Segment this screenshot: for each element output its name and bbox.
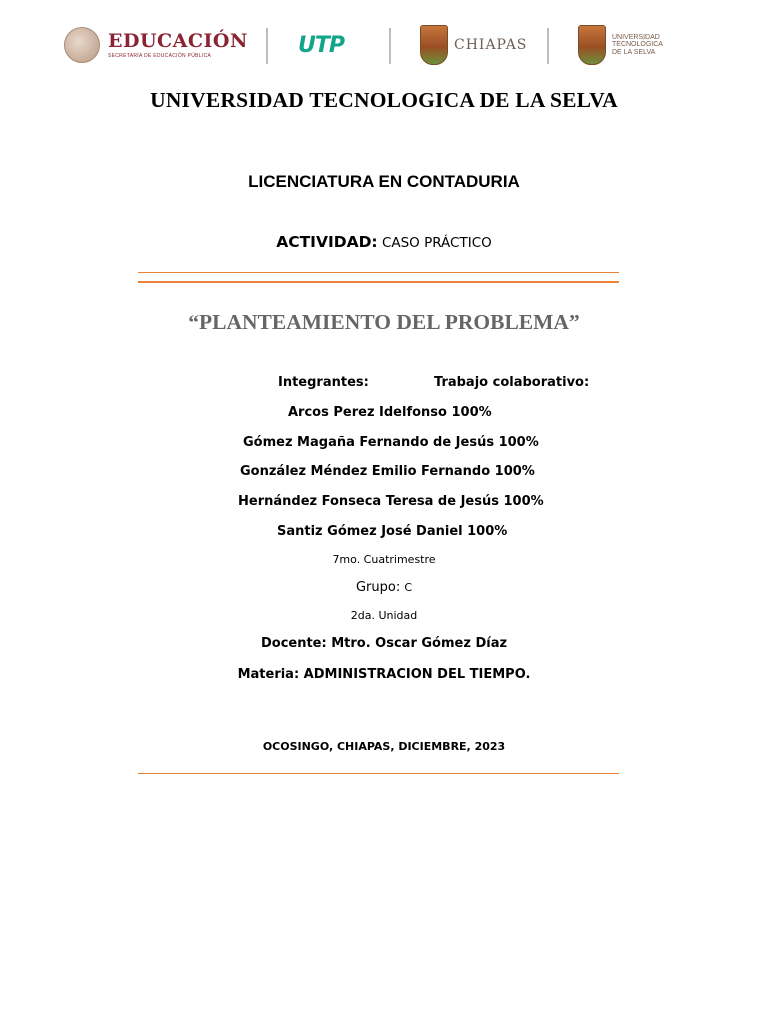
logo-divider [389,28,391,64]
member-item: González Méndez Emilio Fernando 100% [240,464,535,479]
chiapas-shield-icon [420,25,448,65]
ut-selva-logo-line2: TECNOLÓGICA [612,41,663,49]
divider-rule [138,272,619,273]
document-title: “PLANTEAMIENTO DEL PROBLEMA” [188,310,580,334]
utp-logo [298,22,344,68]
collaborative-work-label: Trabajo colaborativo: [434,375,590,390]
ut-selva-logo [578,22,663,68]
subject: Materia: ADMINISTRACION DEL TIEMPO. [237,667,531,682]
group-line [0,580,768,595]
unit: 2da. Unidad [350,609,418,622]
member-item: Arcos Perez Idelfonso 100% [288,405,492,420]
ut-selva-logo-line3: DE LA SELVA [612,48,656,56]
chiapas-logo-title: CHIAPAS [454,37,528,53]
educacion-logo-subtitle: SECRETARÍA DE EDUCACIÓN PÚBLICA [108,52,212,59]
sep-seal-icon [64,27,100,63]
activity-line [0,233,768,251]
ut-selva-shield-icon [578,25,606,65]
member-item: Hernández Fonseca Teresa de Jesús 100% [238,494,544,509]
member-item: Gómez Magaña Fernando de Jesús 100% [243,435,539,450]
logo-divider [266,28,268,64]
educacion-logo-title: EDUCACIÓN [108,29,248,52]
divider-rule [138,773,619,774]
divider-rule [138,281,619,283]
group-value: C [404,581,413,594]
utp-logo-title: UTP [298,32,344,58]
member-item: Santiz Gómez José Daniel 100% [277,524,508,539]
ut-selva-logo-line1: UNIVERSIDAD [612,33,660,41]
group-label: Grupo: [355,580,401,595]
activity-value: CASO PRÁCTICO [381,235,492,251]
logo-divider [547,28,549,64]
chiapas-logo [420,22,527,68]
activity-label: ACTIVIDAD: [276,233,378,251]
term: 7mo. Cuatrimestre [332,553,436,566]
degree-name: LICENCIATURA EN CONTADURIA [248,172,520,191]
place-date: OCOSINGO, CHIAPAS, DICIEMBRE, 2023 [262,740,506,753]
teacher: Docente: Mtro. Oscar Gómez Díaz [260,636,508,651]
educacion-logo [64,22,248,68]
university-name: UNIVERSIDAD TECNOLOGICA DE LA SELVA [150,88,618,112]
members-heading: Integrantes: [278,375,369,390]
